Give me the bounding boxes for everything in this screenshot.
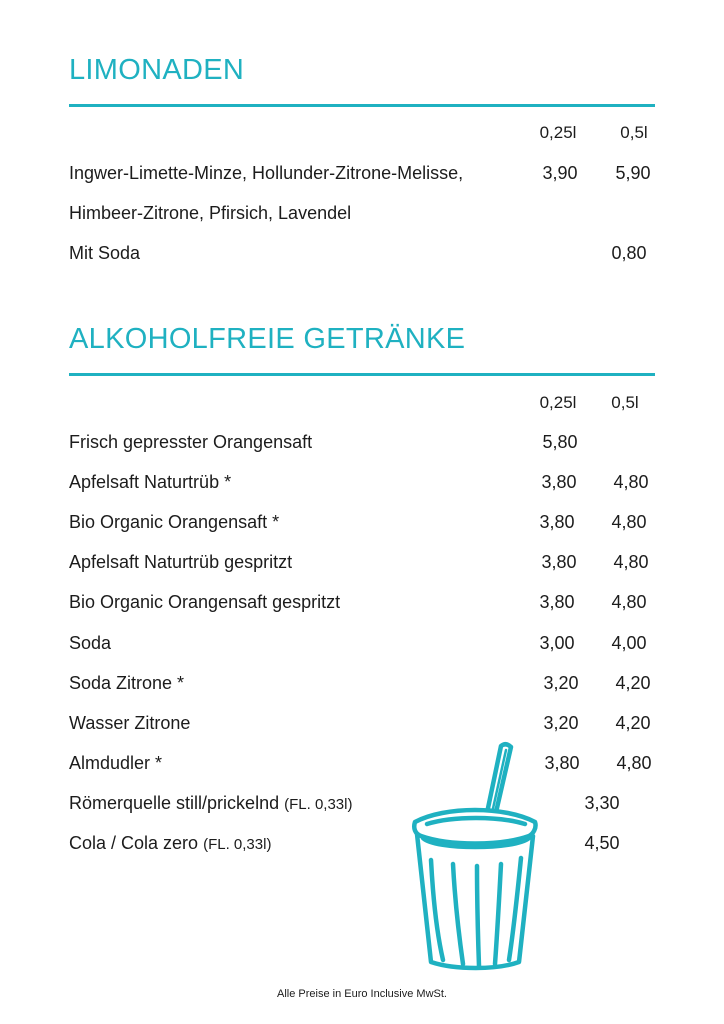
price-small: 3,80 bbox=[539, 592, 575, 612]
item-note: (FL. 0,33l) bbox=[203, 836, 272, 853]
item-name: Soda Zitrone * bbox=[69, 673, 185, 693]
size-header-limonaden bbox=[0, 120, 724, 146]
section-divider-limonaden bbox=[69, 104, 655, 107]
item-name: Ingwer-Limette-Minze, Hollunder-Zitrone-Melisse, bbox=[69, 163, 464, 183]
menu-item bbox=[0, 200, 724, 226]
item-name: Frisch gepresster Orangensaft bbox=[69, 432, 313, 452]
price-small: 3,80 bbox=[539, 512, 575, 532]
size-label-large: 0,5l bbox=[620, 123, 648, 142]
item-name: Apfelsaft Naturtrüb * bbox=[69, 472, 232, 492]
price-large: 5,90 bbox=[615, 163, 651, 183]
menu-item bbox=[0, 429, 724, 455]
item-name-text: Römerquelle still/prickelnd bbox=[69, 793, 280, 813]
item-note: (FL. 0,33l) bbox=[284, 796, 353, 813]
menu-item bbox=[0, 160, 724, 186]
price-small: 3,20 bbox=[543, 673, 579, 693]
price-large: 4,80 bbox=[611, 512, 647, 532]
size-header-alkoholfrei bbox=[0, 390, 724, 416]
item-name-text: Cola / Cola zero bbox=[69, 833, 199, 853]
item-name: Wasser Zitrone bbox=[69, 713, 191, 733]
menu-item bbox=[0, 710, 724, 736]
menu-item bbox=[0, 469, 724, 495]
item-name bbox=[69, 830, 271, 858]
price-large: 4,80 bbox=[616, 753, 652, 773]
size-label-large: 0,5l bbox=[611, 393, 639, 412]
menu-item bbox=[0, 509, 724, 535]
price-large: 4,20 bbox=[615, 673, 651, 693]
price-bottle: 3,30 bbox=[584, 793, 620, 813]
menu-item bbox=[0, 790, 724, 816]
section-title-limonaden: LIMONADEN bbox=[69, 54, 245, 86]
menu-item bbox=[0, 670, 724, 696]
menu-item bbox=[0, 830, 724, 856]
price-small: 3,20 bbox=[543, 713, 579, 733]
price-small: 3,80 bbox=[541, 472, 577, 492]
price-large: 4,00 bbox=[611, 633, 647, 653]
size-label-small: 0,25l bbox=[539, 123, 577, 142]
section-divider-alkoholfrei bbox=[69, 373, 655, 376]
menu-item bbox=[0, 549, 724, 575]
section-title-alkoholfrei: ALKOHOLFREIE GETRÄNKE bbox=[69, 323, 466, 355]
item-name: Bio Organic Orangensaft gespritzt bbox=[69, 592, 341, 612]
item-name bbox=[69, 790, 352, 818]
price-small: 5,80 bbox=[542, 432, 578, 452]
price-small: 3,80 bbox=[541, 552, 577, 572]
menu-item bbox=[0, 630, 724, 656]
price-large: 4,80 bbox=[613, 552, 649, 572]
item-name: Himbeer-Zitrone, Pfirsich, Lavendel bbox=[69, 203, 352, 223]
footer-note: Alle Preise in Euro Inclusive MwSt. bbox=[277, 988, 447, 1000]
item-name: Soda bbox=[69, 633, 112, 653]
item-name: Bio Organic Orangensaft * bbox=[69, 512, 280, 532]
price-bottle: 4,50 bbox=[584, 833, 620, 853]
menu-item bbox=[0, 240, 724, 266]
price-small: 3,80 bbox=[544, 753, 580, 773]
item-name: Almdudler * bbox=[69, 753, 163, 773]
item-name: Apfelsaft Naturtrüb gespritzt bbox=[69, 552, 293, 572]
price-large: 4,20 bbox=[615, 713, 651, 733]
price-small: 3,90 bbox=[542, 163, 578, 183]
glass-with-straw-icon bbox=[405, 738, 545, 974]
menu-item bbox=[0, 750, 724, 776]
menu-item bbox=[0, 589, 724, 615]
item-name: Mit Soda bbox=[69, 243, 141, 263]
size-label-small: 0,25l bbox=[539, 393, 577, 412]
price-small: 3,00 bbox=[539, 633, 575, 653]
price-large: 4,80 bbox=[613, 472, 649, 492]
price-large: 4,80 bbox=[611, 592, 647, 612]
price-large: 0,80 bbox=[611, 243, 647, 263]
